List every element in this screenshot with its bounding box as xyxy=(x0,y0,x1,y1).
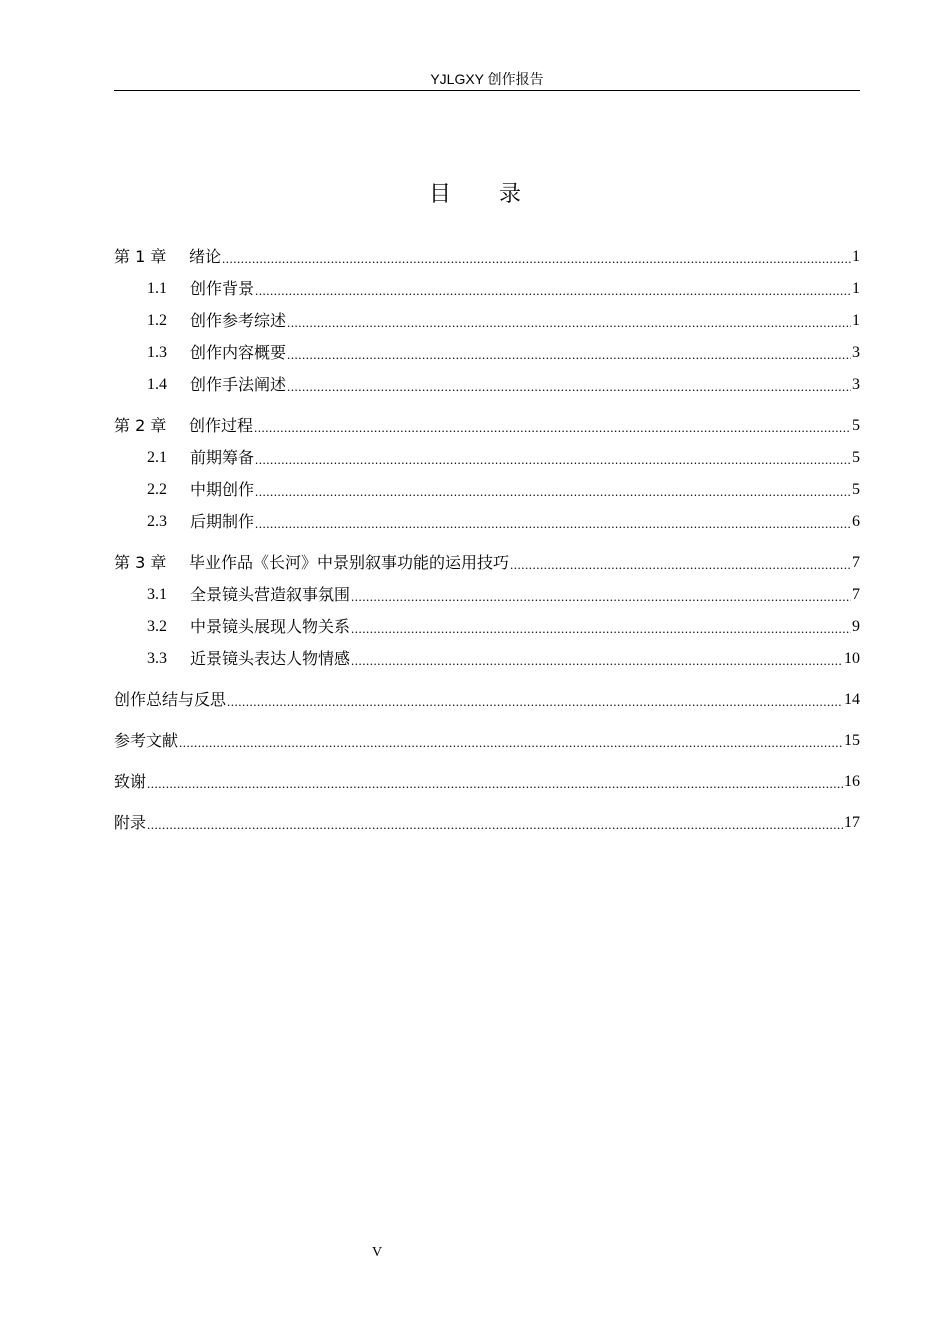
toc-dot-leader xyxy=(255,442,851,474)
toc-entry-label: 毕业作品《长河》中景别叙事功能的运用技巧 xyxy=(189,553,510,572)
toc-entry-3-3[interactable] xyxy=(114,643,860,675)
toc-entry-label: 近景镜头表达人物情感 xyxy=(190,649,351,668)
header-text: YJLGXY 创作报告 xyxy=(430,71,544,87)
page-number: V xyxy=(371,1245,383,1260)
toc-dot-leader xyxy=(351,579,851,611)
toc-entry-summary[interactable] xyxy=(114,684,860,716)
toc-title xyxy=(0,180,950,210)
toc-entry-page: 10 xyxy=(844,650,860,667)
toc-entry-number: 3.3 xyxy=(147,650,167,667)
toc-entry-3-1[interactable] xyxy=(114,579,860,611)
toc-title-right: 录 xyxy=(499,182,522,207)
page-footer xyxy=(0,1245,754,1261)
toc-entry-number: 1.1 xyxy=(147,280,167,297)
toc-entry-number: 1.4 xyxy=(147,376,167,393)
toc-dot-leader xyxy=(222,241,851,273)
toc-dot-leader xyxy=(255,506,851,538)
toc-entry-label: 中景镜头展现人物关系 xyxy=(190,617,351,636)
toc-entry-label: 后期制作 xyxy=(190,512,255,531)
toc-entry-page: 9 xyxy=(852,618,860,635)
toc-entry-page: 15 xyxy=(844,732,860,749)
toc-entry-chapter-2[interactable] xyxy=(114,410,860,442)
toc-entry-page: 1 xyxy=(852,248,860,265)
toc-dot-leader xyxy=(147,807,843,839)
toc-title-left: 目 xyxy=(428,182,451,207)
toc-dot-leader xyxy=(287,305,851,337)
toc-entry-label: 附录 xyxy=(114,813,147,832)
toc-entry-number: 1.2 xyxy=(147,312,167,329)
toc-entry-page: 3 xyxy=(852,344,860,361)
toc-entry-number: 2.3 xyxy=(147,513,167,530)
toc-entry-number: 1.3 xyxy=(147,344,167,361)
toc-dot-leader xyxy=(287,337,851,369)
toc-entry-2-2[interactable] xyxy=(114,474,860,506)
toc-entry-1-2[interactable] xyxy=(114,305,860,337)
toc-dot-leader xyxy=(351,611,851,643)
toc-entry-label: 绪论 xyxy=(189,247,222,266)
toc-dot-leader xyxy=(255,474,851,506)
toc-entry-label: 创作总结与反思 xyxy=(114,690,227,709)
toc-entry-page: 1 xyxy=(852,312,860,329)
toc-dot-leader xyxy=(510,547,851,579)
toc-entry-label: 前期筹备 xyxy=(190,448,255,467)
toc-entry-page: 16 xyxy=(844,773,860,790)
toc-entry-label: 致谢 xyxy=(114,772,147,791)
toc-entry-chapter-1[interactable] xyxy=(114,241,860,273)
toc-entry-page: 14 xyxy=(844,691,860,708)
toc-entry-appendix[interactable] xyxy=(114,807,860,839)
toc-entry-label: 创作背景 xyxy=(190,279,255,298)
toc-dot-leader xyxy=(147,766,843,798)
toc-entry-acknowledgements[interactable] xyxy=(114,766,860,798)
toc-entry-2-3[interactable] xyxy=(114,506,860,538)
toc-entry-number: 第 1 章 xyxy=(114,247,167,266)
toc-entry-page: 5 xyxy=(852,417,860,434)
toc-entry-page: 7 xyxy=(852,554,860,571)
toc-entry-number: 第 3 章 xyxy=(114,553,167,572)
toc-entry-label: 创作内容概要 xyxy=(190,343,287,362)
toc-entry-1-1[interactable] xyxy=(114,273,860,305)
toc-entry-page: 5 xyxy=(852,481,860,498)
toc-entry-3-2[interactable] xyxy=(114,611,860,643)
toc-entry-label: 创作参考综述 xyxy=(190,311,287,330)
page-header xyxy=(114,70,860,91)
toc-entry-label: 参考文献 xyxy=(114,731,179,750)
toc-entry-page: 6 xyxy=(852,513,860,530)
toc-entry-number: 2.1 xyxy=(147,449,167,466)
toc-entry-number: 3.1 xyxy=(147,586,167,603)
toc-entry-page: 17 xyxy=(844,814,860,831)
toc-entry-1-3[interactable] xyxy=(114,337,860,369)
toc-entry-page: 5 xyxy=(852,449,860,466)
toc-dot-leader xyxy=(179,725,843,757)
toc-dot-leader xyxy=(255,273,851,305)
toc-entry-number: 2.2 xyxy=(147,481,167,498)
toc-entry-page: 7 xyxy=(852,586,860,603)
toc-entry-page: 3 xyxy=(852,376,860,393)
table-of-contents xyxy=(114,241,860,839)
toc-dot-leader xyxy=(351,643,843,675)
toc-dot-leader xyxy=(254,410,851,442)
toc-entry-number: 第 2 章 xyxy=(114,416,167,435)
toc-entry-label: 创作过程 xyxy=(189,416,254,435)
toc-dot-leader xyxy=(227,684,843,716)
toc-dot-leader xyxy=(287,369,851,401)
toc-entry-number: 3.2 xyxy=(147,618,167,635)
toc-entry-label: 全景镜头营造叙事氛围 xyxy=(190,585,351,604)
toc-entry-2-1[interactable] xyxy=(114,442,860,474)
toc-entry-label: 创作手法阐述 xyxy=(190,375,287,394)
toc-entry-label: 中期创作 xyxy=(190,480,255,499)
toc-entry-1-4[interactable] xyxy=(114,369,860,401)
toc-entry-references[interactable] xyxy=(114,725,860,757)
toc-entry-page: 1 xyxy=(852,280,860,297)
toc-entry-chapter-3[interactable] xyxy=(114,547,860,579)
